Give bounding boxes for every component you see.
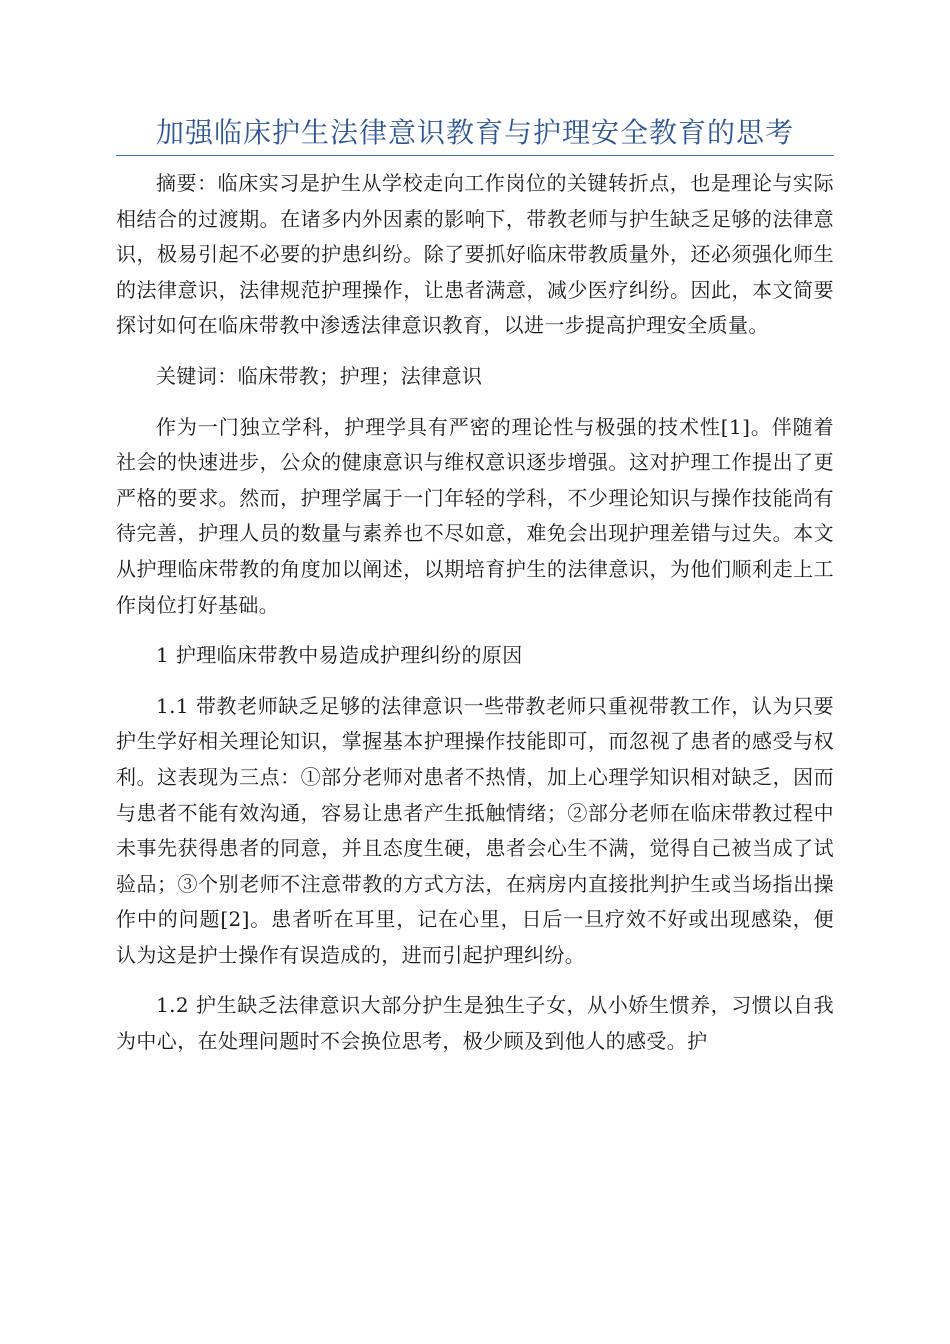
spacer [116,395,834,410]
spacer [116,973,834,988]
section-heading-1: 1 护理临床带教中易造成护理纠纷的原因 [156,643,523,668]
spacer [116,623,834,638]
document-body [116,151,834,1060]
keywords-paragraph: 关键词：临床带教；护理；法律意识 [156,363,483,388]
spacer [116,151,834,166]
spacer [116,344,834,359]
section-1-2-paragraph: 1.2 护生缺乏法律意识大部分护生是独生子女，从小娇生惯养，习惯以自我为中心，在处理问题时不会换位思考，极少顾及到他人的感受。护 [116,993,834,1054]
abstract-paragraph: 摘要：临床实习是护生从学校走向工作岗位的关键转折点，也是理论与实际相结合的过渡期。在诸多内外因素的影响下，带教老师与护生缺乏足够的法律意识，极易引起不必要的护患纠纷。除了要抓好临床带教质量外，还必须强化师生的法律意识，法律规范护理操作，让患者满意，减少医疗纠纷。因此，本文简要探讨如何在临床带教中渗透法律意识教育，以进一步提高护理安全质量。 [116,171,834,338]
spacer [116,674,834,689]
intro-paragraph: 作为一门独立学科，护理学具有严密的理论性与极强的技术性[1]。伴随着社会的快速进步，公众的健康意识与维权意识逐步增强。这对护理工作提出了更严格的要求。然而，护理学属于一门年轻的学科，不少理论知识与操作技能尚有待完善，护理人员的数量与素养也不尽如意，难免会出现护理差错与过失。本文从护理临床带教的角度加以阐述，以期培育护生的法律意识，为他们顺利走上工作岗位打好基础。 [116,414,834,617]
document-title: 加强临床护生法律意识教育与护理安全教育的思考 [155,116,794,149]
section-1-1-paragraph: 1.1 带教老师缺乏足够的法律意识一些带教老师只重视带教工作，认为只要护生学好相关理论知识，掌握基本护理操作技能即可，而忽视了患者的感受与权利。这表现为三点：①部分老师对患者不热情，加上心理学知识相对缺乏，因而与患者不能有效沟通，容易让患者产生抵触情绪；②部分老师在临床带教过程中未事先获得患者的同意，并且态度生硬，患者会心生不满，觉得自己被当成了试验品；③个别老师不注意带教的方式方法，在病房内直接批判护生或当场指出操作中的问题[2]。患者听在耳里，记在心里，日后一旦疗效不好或出现感染，便认为这是护士操作有误造成的，进而引起护理纠纷。 [116,693,834,967]
